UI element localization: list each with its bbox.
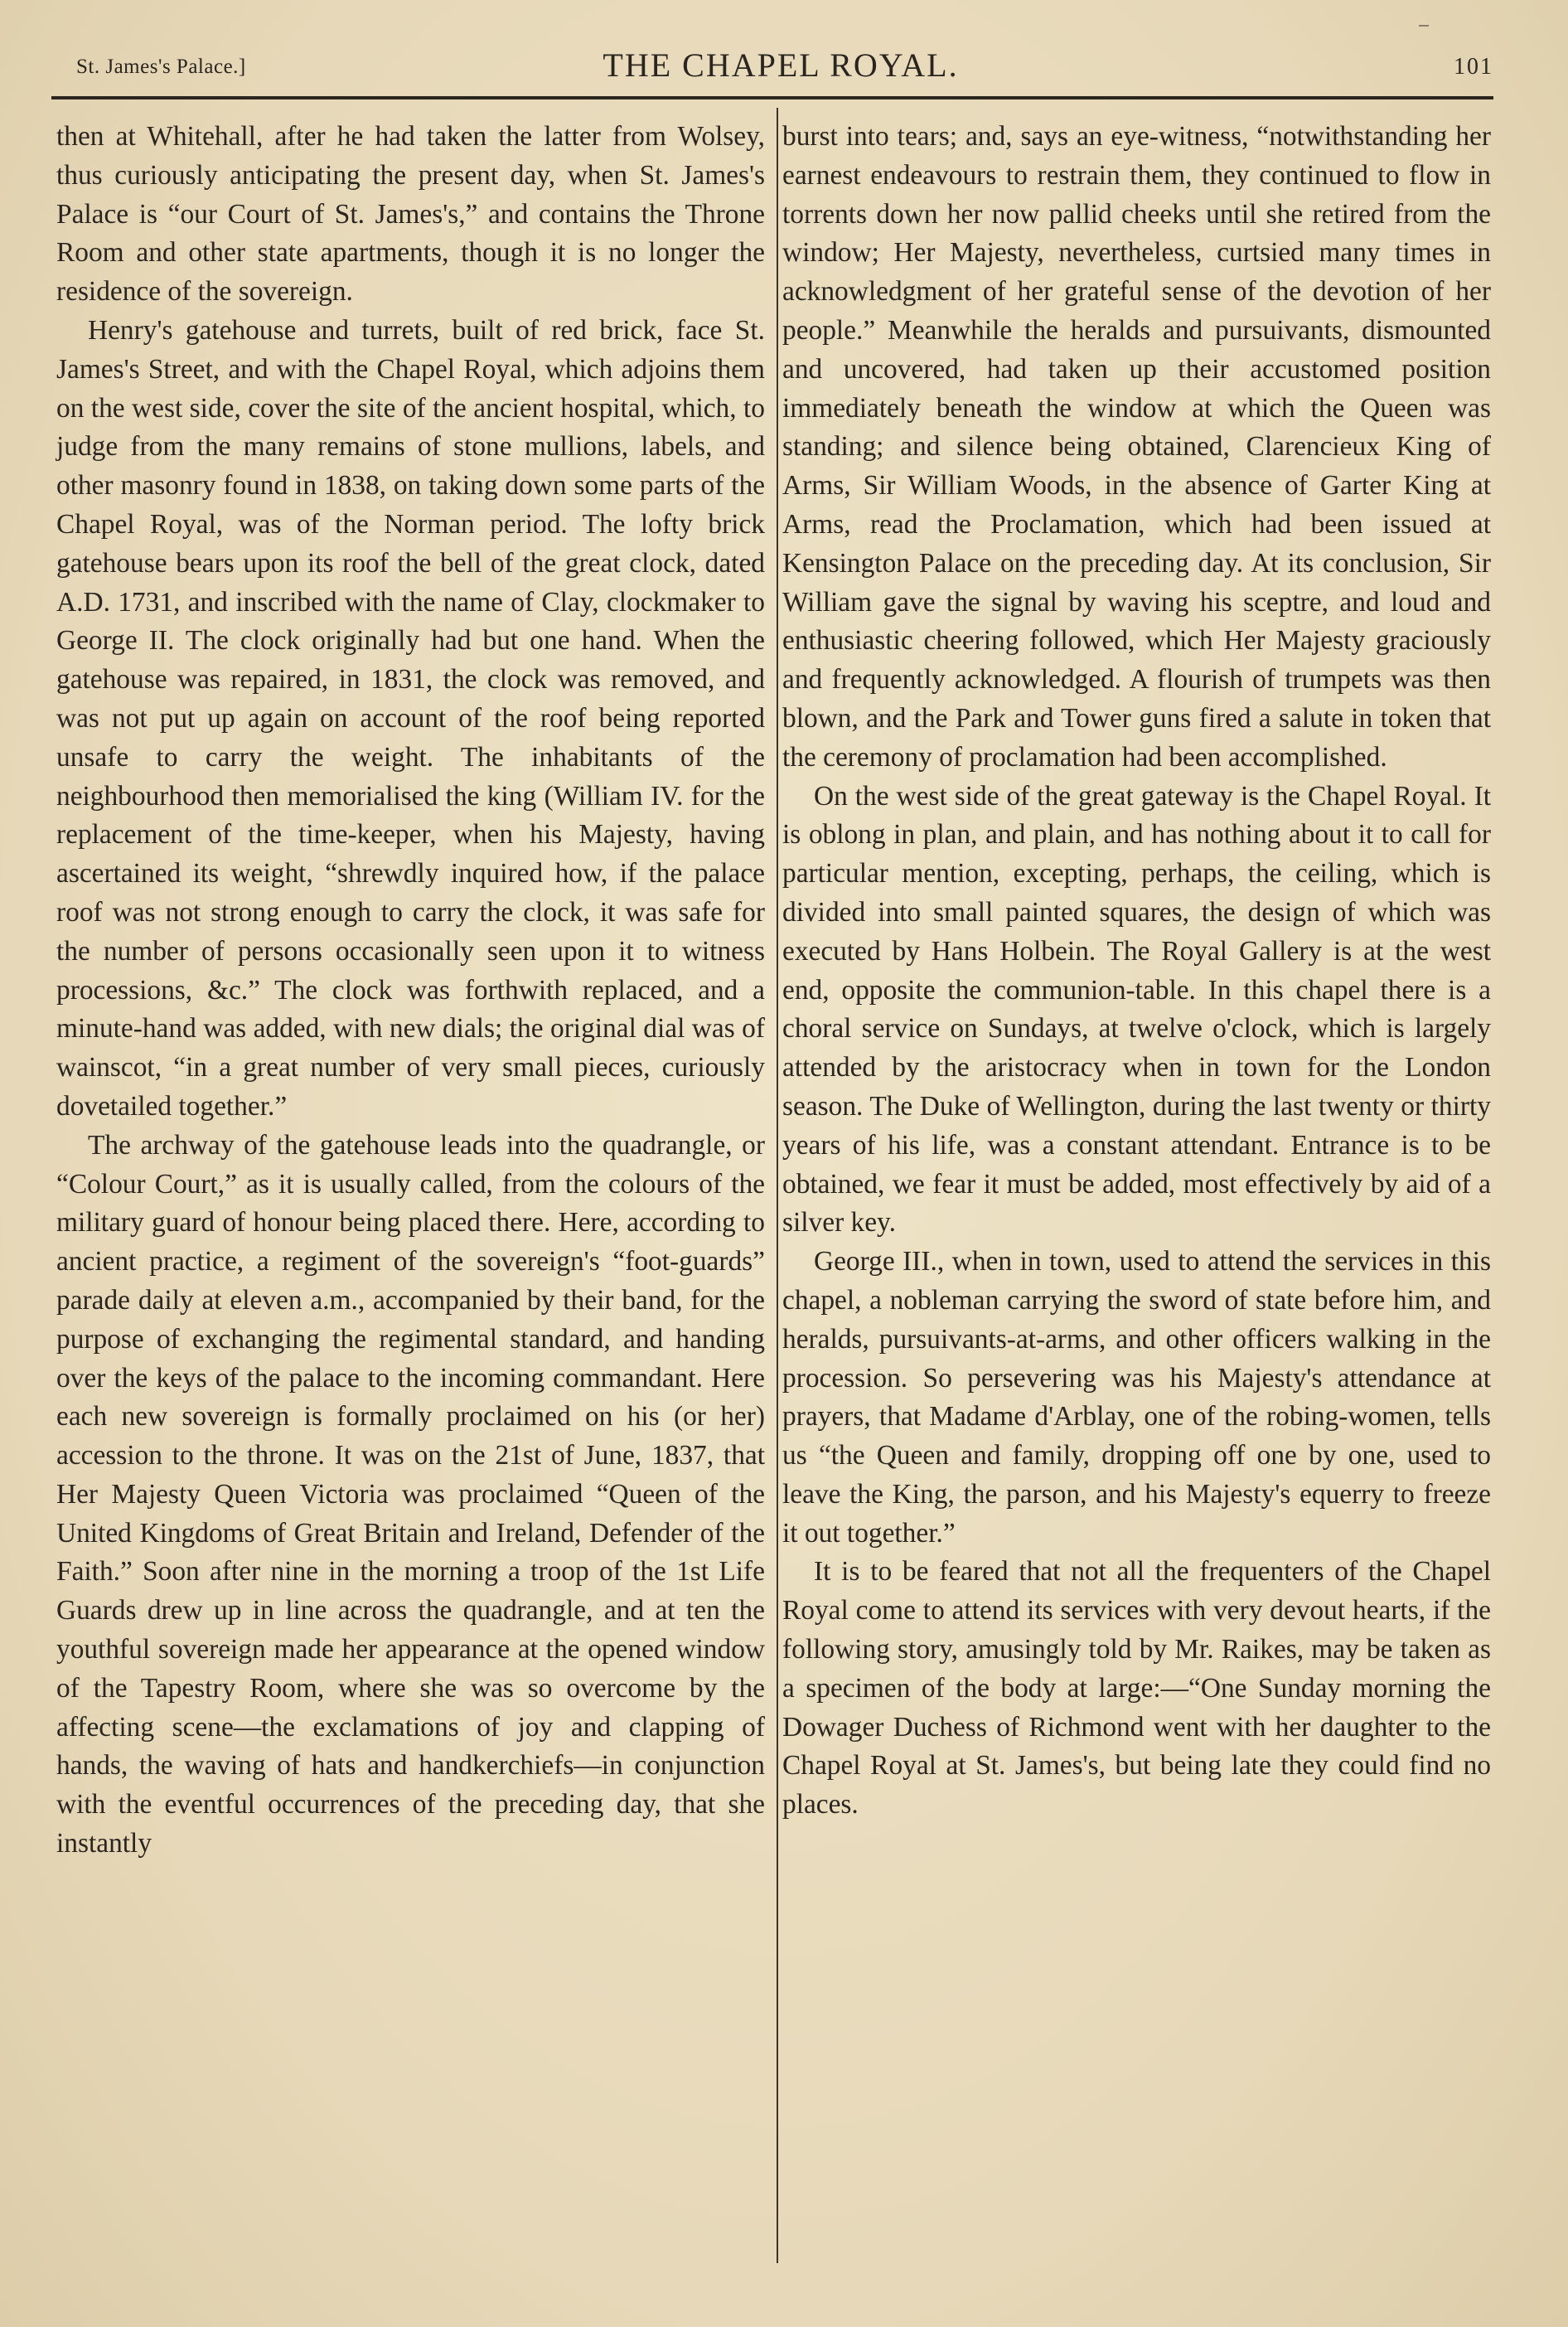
right-column	[782, 118, 1491, 1825]
page-mark	[1419, 25, 1429, 27]
paragraph: Henry's gatehouse and turrets, built of red brick, face St. James's Street, and with the Chapel Royal, which adjoins them on the west side, cover the site of the ancient hospital, which, to judge from the many remains of stone mullions, labels, and other masonry found in 1838, on taking down some parts of the Chapel Royal, was of the Norman period. The lofty brick gatehouse bears upon its roof the bell of the great clock, dated A.D. 1731, and inscribed with the name of Clay, clockmaker to George II. The clock originally had but one hand. When the gatehouse was repaired, in 1831, the clock was removed, and was not put up again on account of the roof being reported unsafe to carry the weight. The inhabitants of the neighbourhood then memorialised the king (William IV. for the replacement of the time-keeper, when his Majesty, having ascertained its weight, “shrewdly inquired how, if the palace roof was not strong enough to carry the clock, it was safe for the number of persons occasionally seen upon it to witness processions, &c.” The clock was forthwith replaced, and a minute-hand was added, with new dials; the original dial was of wainscot, “in a great number of very small pieces, curiously dovetailed together.”	[56, 314, 765, 1122]
paragraph: George III., when in town, used to attend the services in this chapel, a nobleman carrying the sword of state before him, and heralds, pursuivants-at-arms, and other officers walking in the procession. So persevering was his Majesty's attendance at prayers, that Madame d'Arblay, one of the robing-women, tells us “the Queen and family, dropping off one by one, used to leave the King, the parson, and his Majesty's equerry to freeze it out together.”	[782, 1246, 1491, 1549]
paragraph: On the west side of the great gateway is the Chapel Royal. It is oblong in plan, and plain, and has nothing about it to call for particular mention, excepting, perhaps, the ceiling, which is divided into small painted squares, the design of which was executed by Hans Holbein. The Royal Gallery is at the west end, opposite the communion-table. In this chapel there is a choral service on Sundays, at twelve o'clock, which is largely attended by the aristocracy when in town for the London season. The Duke of Wellington, during the last twenty or thirty years of his life, was a constant attendant. Entrance is to be obtained, we fear it must be added, most effectively by aid of a silver key.	[782, 780, 1491, 1239]
page-header	[51, 46, 1510, 95]
paragraph: then at Whitehall, after he had taken the latter from Wolsey, thus curiously anticipating the present day, when St. James's Palace is “our Court of St. James's,” and contains the Throne Room and other state apartments, though it is no longer the residence of the sovereign.	[56, 121, 765, 308]
page-title: THE CHAPEL ROYAL.	[603, 46, 959, 84]
page-number: 101	[1454, 54, 1493, 80]
left-column	[56, 118, 765, 1864]
column-divider	[777, 108, 778, 2263]
paragraph: It is to be feared that not all the frequenters of the Chapel Royal come to attend its services with very devout hearts, if the following story, amusingly told by Mr. Raikes, may be taken as a specimen of the body at large:—“One Sunday morning the Dowager Duchess of Richmond went with her daughter to the Chapel Royal at St. James's, but being late they could find no places.	[782, 1556, 1491, 1820]
running-head: St. James's Palace.]	[76, 56, 246, 78]
paragraph: burst into tears; and, says an eye-witness, “notwithstanding her earnest endeavours to restrain them, they continued to flow in torrents down her now pallid cheeks until she retired from the window; Her Majesty, nevertheless, curtsied many times in acknowledgment of her grateful sense of the devotion of her people.” Meanwhile the heralds and pursuivants, dismounted and uncovered, had taken up their accustomed position immediately beneath the window at which the Queen was standing; and silence being obtained, Clarencieux King of Arms, Sir William Woods, in the absence of Garter King at Arms, read the Proclamation, which had been issued at Kensington Palace on the preceding day. At its conclusion, Sir William gave the signal by waving his sceptre, and loud and enthusiastic cheering followed, which Her Majesty graciously and frequently acknowledged. A flourish of trumpets was then blown, and the Park and Tower guns fired a salute in token that the ceremony of proclamation had been accomplished.	[782, 121, 1491, 773]
header-rule	[51, 96, 1493, 99]
paragraph: The archway of the gatehouse leads into the quadrangle, or “Colour Court,” as it is usually called, from the colours of the military guard of honour being placed there. Here, according to ancient practice, a regiment of the sovereign's “foot-guards” parade daily at eleven a.m., accompanied by their band, for the purpose of exchanging the regimental standard, and handing over the keys of the palace to the incoming commandant. Here each new sovereign is formally proclaimed on his (or her) accession to the throne. It was on the 21st of June, 1837, that Her Majesty Queen Victoria was proclaimed “Queen of the United Kingdoms of Great Britain and Ireland, Defender of the Faith.” Soon after nine in the morning a troop of the 1st Life Guards drew up in line across the quadrangle, and at ten the youthful sovereign made her appearance at the opened window of the Tapestry Room, where she was so overcome by the affecting scene—the exclamations of joy and clapping of hands, the waving of hats and handkerchiefs—in conjunction with the eventful occurrences of the preceding day, that she instantly	[56, 1129, 765, 1859]
